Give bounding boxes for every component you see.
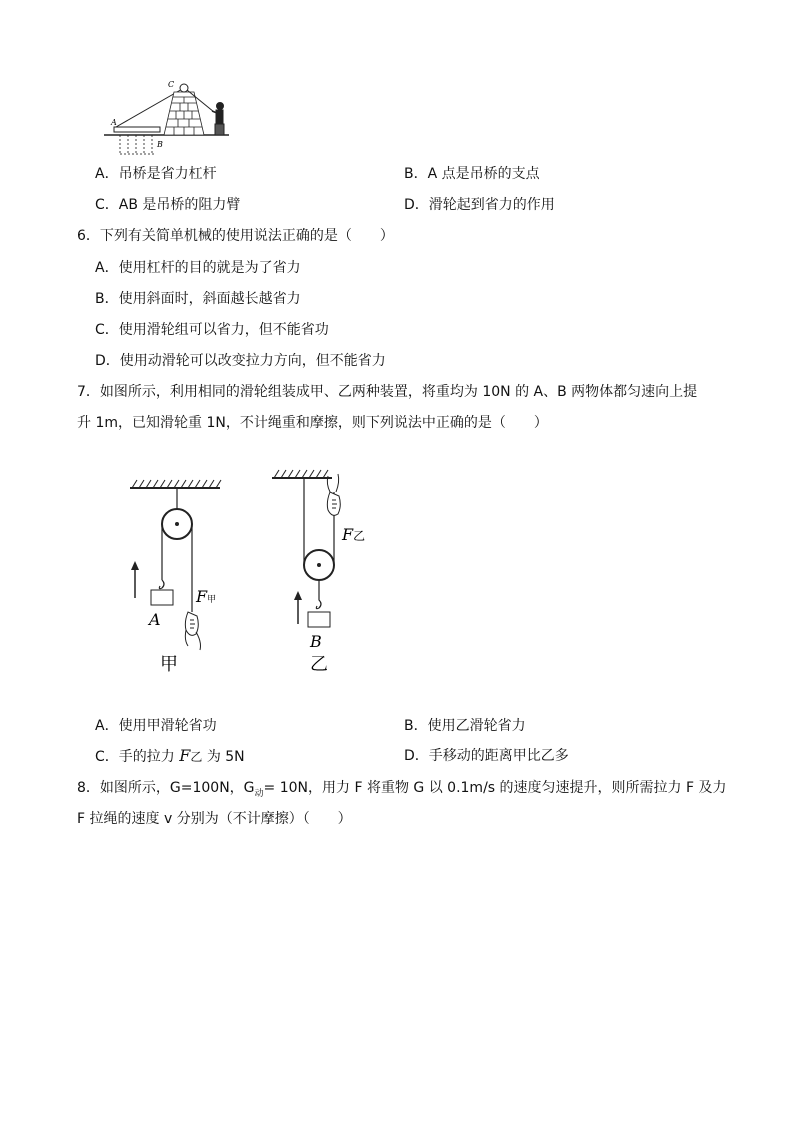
weight-a	[151, 590, 173, 605]
q5-option-c[interactable]: C．AB 是吊桥的阻力臂	[95, 197, 241, 213]
hand-yi	[327, 474, 340, 515]
q5-option-d[interactable]: D．滑轮起到省力的作用	[404, 197, 555, 213]
label-c: C	[168, 80, 175, 89]
caption-yi: 乙	[310, 654, 328, 675]
q8-stem-line2: F 拉绳的速度 v 分别为（不计摩擦）（ ）	[77, 811, 352, 827]
object-label-a: A	[149, 610, 161, 629]
q6-option-a[interactable]: A．使用杠杆的目的就是为了省力	[95, 260, 301, 276]
up-arrow-yi	[294, 591, 302, 624]
bridge-plank	[114, 127, 160, 132]
drawbridge-figure	[104, 78, 244, 160]
q5-option-a[interactable]: A．吊桥是省力杠杆	[95, 166, 217, 182]
hook-b	[316, 580, 321, 609]
q7-stem-line2: 升 1m，已知滑轮重 1N，不计绳重和摩擦，则下列说法中正确的是（ ）	[77, 415, 548, 431]
force-label-yi: F乙	[342, 525, 366, 544]
weight-b	[308, 612, 330, 627]
pulley-figure-yi	[262, 462, 382, 682]
q8-stem-line1	[77, 778, 726, 804]
label-b: B	[157, 140, 163, 149]
q6-stem: 6．下列有关简单机械的使用说法正确的是（ ）	[77, 228, 394, 244]
hook-a	[159, 580, 164, 589]
q8-stem-part-a: 8．如图所示，G=100N，G	[77, 780, 255, 796]
q7-option-d[interactable]: D．手移动的距离甲比乙多	[404, 748, 569, 764]
q5-option-b[interactable]: B．A 点是吊桥的支点	[404, 166, 540, 182]
q7-option-c-prefix: C．手的拉力	[95, 749, 175, 765]
pulley-c	[180, 84, 188, 92]
q8-stem-sub: 动	[254, 788, 264, 799]
pulley-figure-jia	[120, 472, 240, 682]
q7-option-b[interactable]: B．使用乙滑轮省力	[404, 718, 526, 734]
ceiling-hatch	[272, 470, 332, 478]
q6-option-b[interactable]: B．使用斜面时，斜面越长越省力	[95, 291, 301, 307]
caption-jia: 甲	[160, 654, 178, 675]
hand-jia	[185, 612, 200, 650]
q7-option-c-force: F	[179, 746, 191, 765]
q7-option-c-suffix: 为 5N	[206, 749, 245, 765]
movable-pulley-axle	[317, 563, 321, 567]
ceiling-hatch	[130, 480, 221, 488]
q6-option-d[interactable]: D．使用动滑轮可以改变拉力方向，但不能省力	[95, 353, 386, 369]
q7-option-a[interactable]: A．使用甲滑轮省功	[95, 718, 217, 734]
object-label-b: B	[310, 632, 322, 651]
person-pulling	[212, 103, 224, 136]
force-label-jia: F甲	[196, 587, 217, 606]
up-arrow-jia	[131, 561, 139, 598]
q8-stem-part-b: = 10N，用力 F 将重物 G 以 0.1m/s 的速度匀速提升，则所需拉力 F 及力	[263, 780, 727, 796]
moat-dashes	[120, 135, 154, 154]
q7-option-c[interactable]	[95, 746, 245, 767]
q6-option-c[interactable]: C．使用滑轮组可以省力，但不能省功	[95, 322, 329, 338]
label-a: A	[111, 118, 117, 127]
q7-stem-line1: 7．如图所示，利用相同的滑轮组装成甲、乙两种装置，将重均为 10N 的 A、B 两物体都匀速向上提	[77, 384, 698, 400]
fixed-pulley-axle	[175, 522, 179, 526]
q7-option-c-force-sub: 乙	[190, 750, 203, 764]
